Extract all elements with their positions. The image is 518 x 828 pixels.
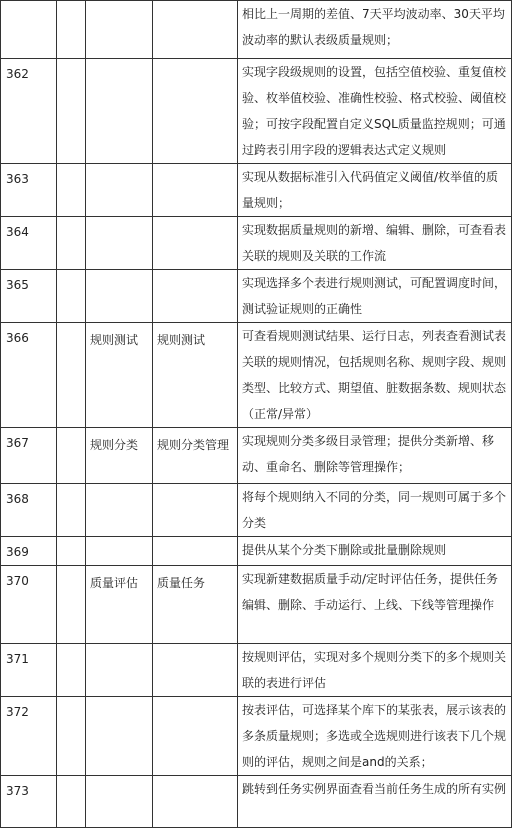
row-number: 366 <box>1 323 57 428</box>
category-cell <box>86 644 153 697</box>
row-number <box>1 1 57 59</box>
table-row <box>1 537 512 566</box>
row-number: 365 <box>1 270 57 323</box>
function-cell: 规则测试 <box>153 323 238 428</box>
blank-cell <box>57 776 86 828</box>
function-cell <box>153 164 238 217</box>
description-cell: 将每个规则纳入不同的分类，同一规则可属于多个分类 <box>238 484 512 537</box>
description-cell: 按规则评估，实现对多个规则分类下的多个规则关联的表进行评估 <box>238 644 512 697</box>
category-cell: 规则分类 <box>86 428 153 484</box>
category-cell: 规则测试 <box>86 323 153 428</box>
category-cell <box>86 537 153 566</box>
blank-cell <box>57 537 86 566</box>
category-cell <box>86 164 153 217</box>
function-cell <box>153 776 238 828</box>
blank-cell <box>57 323 86 428</box>
description-cell: 按表评估，可选择某个库下的某张表，展示该表的多条质量规则；多选或全选规则进行该表下几个规则的评估，规则之间是and的关系； <box>238 697 512 776</box>
blank-cell <box>57 1 86 59</box>
row-number: 368 <box>1 484 57 537</box>
function-cell <box>153 59 238 164</box>
function-cell <box>153 644 238 697</box>
blank-cell <box>57 217 86 270</box>
function-cell <box>153 1 238 59</box>
table-row <box>1 1 512 59</box>
description-cell: 实现新建数据质量手动/定时评估任务，提供任务编辑、删除、手动运行、上线、下线等管理操作 <box>238 566 512 644</box>
function-cell <box>153 537 238 566</box>
table-row <box>1 270 512 323</box>
table-row <box>1 644 512 697</box>
function-cell <box>153 270 238 323</box>
function-cell <box>153 217 238 270</box>
category-cell <box>86 59 153 164</box>
table-row <box>1 323 512 428</box>
row-number: 371 <box>1 644 57 697</box>
category-cell <box>86 270 153 323</box>
category-cell <box>86 484 153 537</box>
table-row <box>1 776 512 828</box>
description-cell: 相比上一周期的差值、7天平均波动率、30天平均波动率的默认表级质量规则； <box>238 1 512 59</box>
table-row <box>1 164 512 217</box>
description-cell: 实现选择多个表进行规则测试，可配置调度时间，测试验证规则的正确性 <box>238 270 512 323</box>
blank-cell <box>57 270 86 323</box>
blank-cell <box>57 566 86 644</box>
description-cell: 提供从某个分类下删除或批量删除规则 <box>238 537 512 566</box>
function-cell <box>153 484 238 537</box>
blank-cell <box>57 697 86 776</box>
blank-cell <box>57 644 86 697</box>
function-cell: 质量任务 <box>153 566 238 644</box>
description-cell: 可查看规则测试结果、运行日志，列表查看测试表关联的规则情况，包括规则名称、规则字段、规则类型、比较方式、期望值、脏数据条数、规则状态（正常/异常） <box>238 323 512 428</box>
category-cell: 质量评估 <box>86 566 153 644</box>
function-cell: 规则分类管理 <box>153 428 238 484</box>
blank-cell <box>57 484 86 537</box>
blank-cell <box>57 59 86 164</box>
row-number: 367 <box>1 428 57 484</box>
category-cell <box>86 1 153 59</box>
table-row <box>1 428 512 484</box>
blank-cell <box>57 428 86 484</box>
row-number: 369 <box>1 537 57 566</box>
category-cell <box>86 217 153 270</box>
description-cell: 实现规则分类多级目录管理；提供分类新增、移动、重命名、删除等管理操作； <box>238 428 512 484</box>
row-number: 363 <box>1 164 57 217</box>
row-number: 362 <box>1 59 57 164</box>
function-cell <box>153 697 238 776</box>
table-row <box>1 59 512 164</box>
row-number: 372 <box>1 697 57 776</box>
table-row <box>1 566 512 644</box>
table-row <box>1 697 512 776</box>
row-number: 364 <box>1 217 57 270</box>
row-number: 370 <box>1 566 57 644</box>
category-cell <box>86 776 153 828</box>
description-cell: 实现字段级规则的设置，包括空值校验、重复值校验、枚举值校验、准确性校验、格式校验、阈值校验；可按字段配置自定义SQL质量监控规则；可通过跨表引用字段的逻辑表达式定义规则 <box>238 59 512 164</box>
description-cell: 跳转到任务实例界面查看当前任务生成的所有实例 <box>238 776 512 828</box>
category-cell <box>86 697 153 776</box>
description-cell: 实现数据质量规则的新增、编辑、删除，可查看表关联的规则及关联的工作流 <box>238 217 512 270</box>
blank-cell <box>57 164 86 217</box>
table-row <box>1 217 512 270</box>
row-number: 373 <box>1 776 57 828</box>
table-row <box>1 484 512 537</box>
description-cell: 实现从数据标准引入代码值定义阈值/枚举值的质量规则； <box>238 164 512 217</box>
